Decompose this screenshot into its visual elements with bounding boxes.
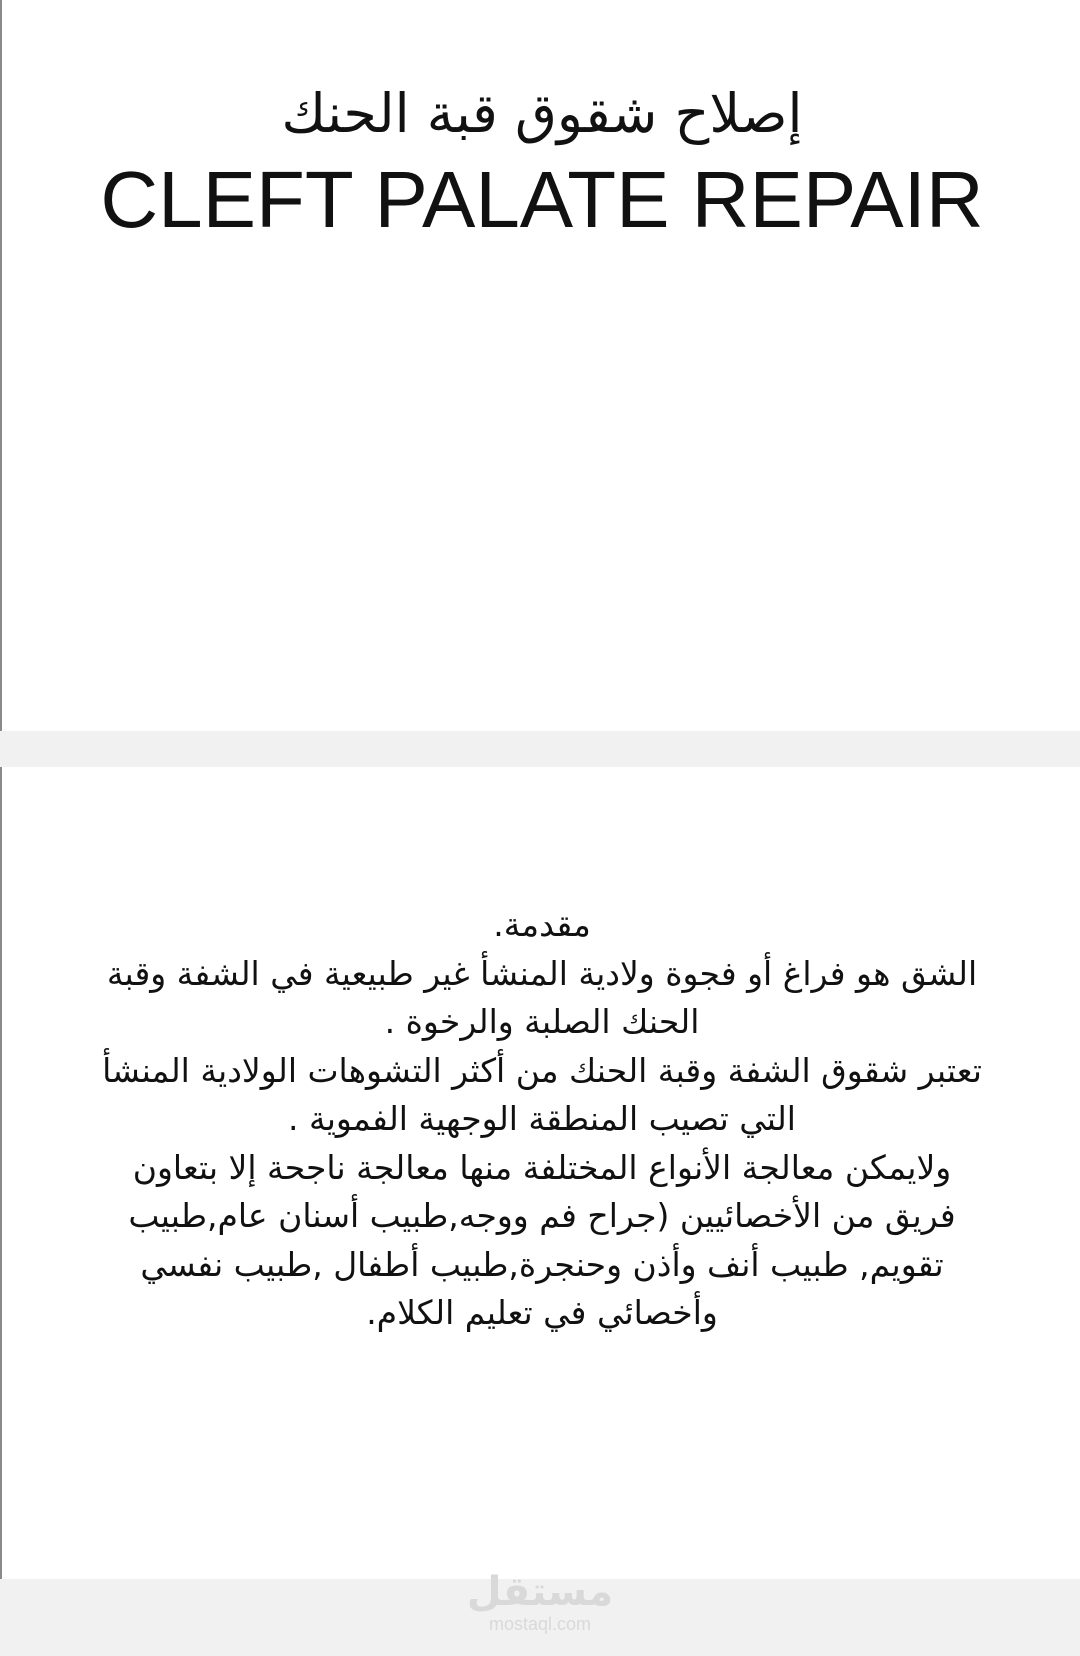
paragraph-line: وأخصائي في تعليم الكلام. [366,1293,718,1332]
intro-heading: مقدمة. [493,905,591,944]
arabic-title: إصلاح شقوق قبة الحنك [281,82,803,145]
paragraph-line: الحنك الصلبة والرخوة . [384,1002,700,1041]
mostaql-logo: مستقل [466,1569,614,1615]
document-page-2 [0,767,1080,1579]
mostaql-watermark [0,1570,1080,1634]
watermark-domain: mostaql.com [488,1614,592,1634]
paragraph-line: الشق هو فراغ أو فجوة ولادية المنشأ غير طبيعية في الشفة وقبة [106,953,978,993]
english-title: CLEFT PALATE REPAIR [100,155,984,244]
paragraph-line: فريق من الأخصائيين (جراح فم ووجه,طبيب أسنان عام,طبيب [128,1196,956,1235]
paragraph-line: تقويم, طبيب أنف وأذن وحنجرة,طبيب أطفال ,طبيب نفسي [140,1244,944,1284]
paragraph-line: تعتبر شقوق الشفة وقبة الحنك من أكثر التشوهات الولادية المنشأ [102,1050,982,1090]
introduction-text [52,901,1032,1338]
document-page-1 [0,0,1080,731]
paragraph-line: ولايمكن معالجة الأنواع المختلفة منها معالجة ناجحة إلا بتعاون [132,1147,952,1187]
paragraph-line: التي تصيب المنطقة الوجهية الفموية . [288,1099,796,1138]
